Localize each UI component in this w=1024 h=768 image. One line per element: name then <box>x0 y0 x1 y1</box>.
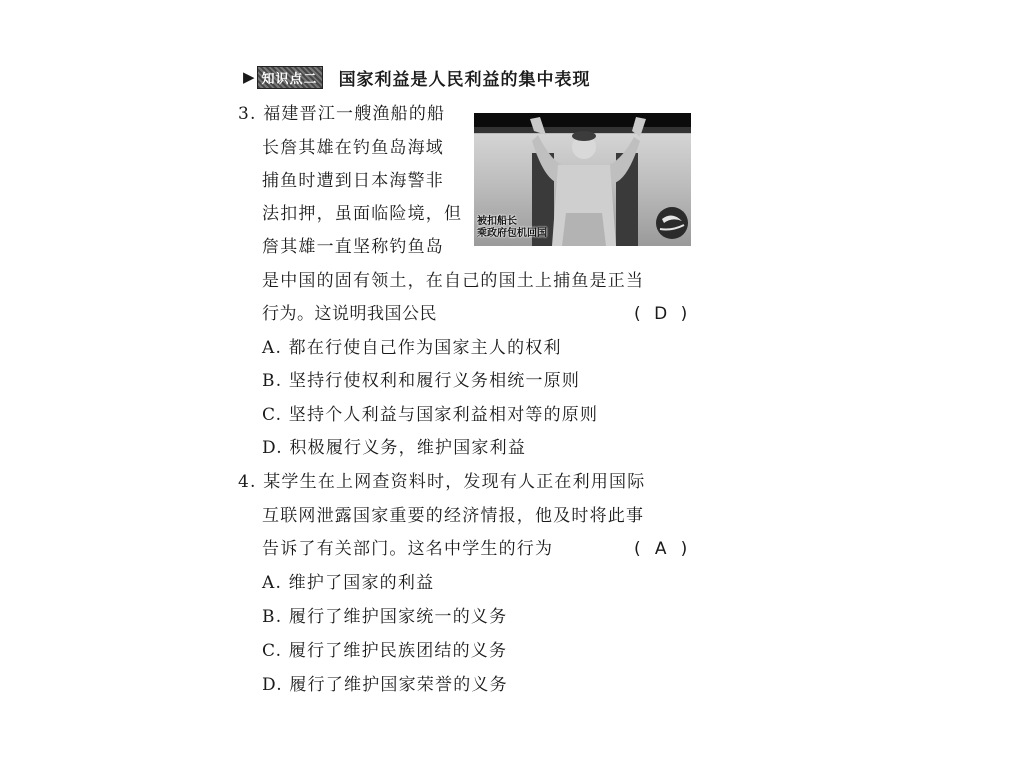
q4-answer-close: ) <box>680 539 688 559</box>
q4-answer-open: ( <box>634 539 641 559</box>
q4-answer <box>634 538 687 560</box>
q3-line-6: 是中国的固有领土，在自己的国土上捕鱼是正当 <box>262 271 645 291</box>
triangle-arrow-icon: ▶ <box>243 68 255 86</box>
q4-line-3: 告诉了有关部门。这名中学生的行为 <box>262 539 554 559</box>
q3-line-7: 行为。这说明我国公民 <box>262 304 437 324</box>
q4-line-2: 互联网泄露国家重要的经济情报，他及时将此事 <box>262 506 645 526</box>
section-title: 国家利益是人民利益的集中表现 <box>338 69 591 90</box>
q3-option-b: B. 坚持行使权利和履行义务相统一原则 <box>262 371 581 391</box>
q4-line-1: 4. 某学生在上网查资料时，发现有人正在利用国际 <box>238 472 646 492</box>
q4-answer-letter: A <box>654 539 667 559</box>
section-tag: 知识点二 <box>257 66 323 89</box>
q3-answer-open: ( <box>634 304 641 324</box>
q3-line-2: 长詹其雄在钓鱼岛海域 <box>262 138 444 158</box>
q3-answer <box>634 303 687 325</box>
q3-line-5: 詹其雄一直坚称钓鱼岛 <box>262 237 444 257</box>
photo-caption-line-2: 乘政府包机回国 <box>477 228 547 239</box>
q3-line-1: 3. 福建晋江一艘渔船的船 <box>238 104 446 124</box>
q3-answer-close: ) <box>680 304 688 324</box>
q4-option-b: B. 履行了维护国家统一的义务 <box>262 607 508 627</box>
q3-line-4: 法扣押，虽面临险境，但 <box>262 204 463 224</box>
q3-option-d: D. 积极履行义务，维护国家利益 <box>262 438 527 458</box>
q3-line-3: 捕鱼时遭到日本海警非 <box>262 171 444 191</box>
photo-caption-line-1: 被扣船长 <box>477 216 517 227</box>
q3-option-a: A. 都在行使自己作为国家主人的权利 <box>262 338 562 358</box>
q4-option-a: A. 维护了国家的利益 <box>262 573 435 593</box>
q3-option-c: C. 坚持个人利益与国家利益相对等的原则 <box>262 405 599 425</box>
q4-option-c: C. 履行了维护民族团结的义务 <box>262 641 508 661</box>
news-photo <box>474 113 691 246</box>
photo-caption <box>477 216 547 240</box>
q3-answer-letter: D <box>654 304 668 324</box>
q4-option-d: D. 履行了维护国家荣誉的义务 <box>262 675 508 695</box>
section-header <box>243 64 591 90</box>
